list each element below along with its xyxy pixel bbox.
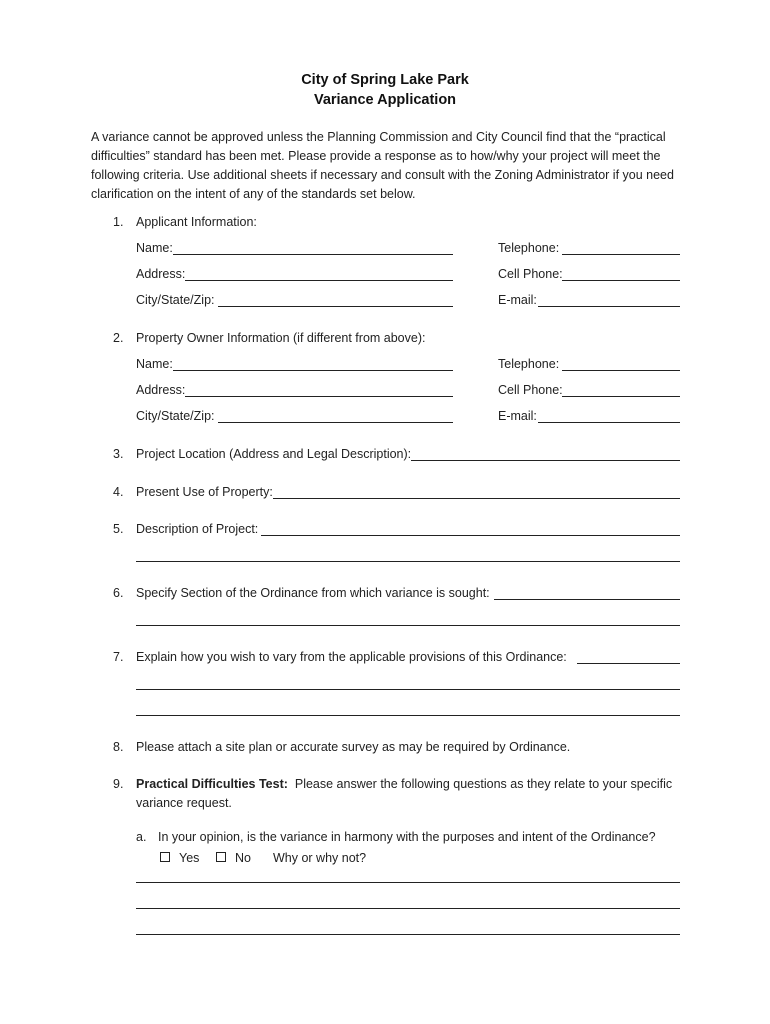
project-location-field[interactable] — [411, 460, 680, 461]
question-a-answer-line-3[interactable] — [136, 934, 680, 935]
applicant-address-label: Address: — [136, 267, 186, 281]
applicant-telephone-field[interactable] — [562, 254, 680, 255]
no-label: No — [235, 851, 251, 865]
yes-label: Yes — [179, 851, 200, 865]
ordinance-section-label: Specify Section of the Ordinance from which variance is sought: — [136, 586, 490, 600]
owner-address-label: Address: — [136, 383, 186, 397]
ordinance-section-field[interactable] — [494, 599, 680, 600]
owner-telephone-field[interactable] — [562, 370, 680, 371]
owner-email-field[interactable] — [538, 422, 680, 423]
applicant-csz-label: City/State/Zip: — [136, 293, 215, 307]
practical-difficulties-instruction: Please answer the following questions as they relate to your specific — [294, 777, 673, 791]
question-a-letter: a. — [136, 830, 147, 844]
section-7-number: 7. — [113, 650, 124, 664]
section-9-text — [136, 777, 672, 791]
section-8-number: 8. — [113, 740, 124, 754]
question-a-answer-line-1[interactable] — [136, 882, 680, 883]
applicant-telephone-label: Telephone: — [498, 241, 560, 255]
vary-explanation-field-line-2[interactable] — [136, 689, 680, 690]
owner-csz-field[interactable] — [218, 422, 453, 423]
owner-name-label: Name: — [136, 357, 173, 371]
why-label: Why or why not? — [273, 851, 367, 865]
vary-explanation-field-line-3[interactable] — [136, 715, 680, 716]
section-2-number: 2. — [113, 331, 124, 345]
intro-paragraph: A variance cannot be approved unless the Planning Commission and City Council find that the “practical difficulties” standard has been met. Please provide a response as to how/why your project will meet the following criteria. Use additional sheets if necessary and consult with the Zoning Administrator if you need clarification on the intent of any of the standards set below. — [91, 130, 674, 201]
applicant-name-field[interactable] — [173, 254, 453, 255]
vary-explanation-label: Explain how you wish to vary from the applicable provisions of this Ordinance: — [136, 650, 567, 664]
section-5-number: 5. — [113, 522, 124, 536]
section-9-number: 9. — [113, 777, 124, 791]
page-subtitle: Variance Application — [313, 92, 457, 108]
page-title: City of Spring Lake Park — [301, 72, 469, 88]
owner-address-field[interactable] — [185, 396, 453, 397]
owner-cell-label: Cell Phone: — [498, 383, 563, 397]
no-checkbox[interactable] — [216, 852, 226, 862]
section-4-number: 4. — [113, 485, 124, 499]
yes-checkbox[interactable] — [160, 852, 170, 862]
section-9-text-cont: variance request. — [136, 796, 232, 810]
owner-cell-field[interactable] — [562, 396, 680, 397]
applicant-cell-label: Cell Phone: — [498, 267, 563, 281]
practical-difficulties-heading: Practical Difficulties Test: — [136, 777, 288, 791]
site-plan-instruction: Please attach a site plan or accurate survey as may be required by Ordinance. — [136, 740, 571, 754]
section-3-number: 3. — [113, 447, 124, 461]
section-1-heading: Applicant Information: — [136, 215, 257, 229]
question-a-text: In your opinion, is the variance in harmony with the purposes and intent of the Ordinance? — [158, 830, 656, 844]
owner-telephone-label: Telephone: — [498, 357, 560, 371]
question-a-answer-line-2[interactable] — [136, 908, 680, 909]
applicant-email-label: E-mail: — [498, 293, 537, 307]
ordinance-section-field-line-2[interactable] — [136, 625, 680, 626]
owner-name-field[interactable] — [173, 370, 453, 371]
section-6-number: 6. — [113, 586, 124, 600]
applicant-email-field[interactable] — [538, 306, 680, 307]
section-2-heading: Property Owner Information (if different from above): — [136, 331, 426, 345]
project-location-label: Project Location (Address and Legal Description): — [136, 447, 412, 461]
present-use-field[interactable] — [273, 498, 680, 499]
project-description-field[interactable] — [261, 535, 680, 536]
vary-explanation-field[interactable] — [577, 663, 680, 664]
project-description-field-line-2[interactable] — [136, 561, 680, 562]
applicant-csz-field[interactable] — [218, 306, 453, 307]
present-use-label: Present Use of Property: — [136, 485, 273, 499]
section-1-number: 1. — [113, 215, 124, 229]
applicant-name-label: Name: — [136, 241, 173, 255]
applicant-cell-field[interactable] — [562, 280, 680, 281]
project-description-label: Description of Project: — [136, 522, 259, 536]
owner-csz-label: City/State/Zip: — [136, 409, 215, 423]
applicant-address-field[interactable] — [185, 280, 453, 281]
owner-email-label: E-mail: — [498, 409, 537, 423]
